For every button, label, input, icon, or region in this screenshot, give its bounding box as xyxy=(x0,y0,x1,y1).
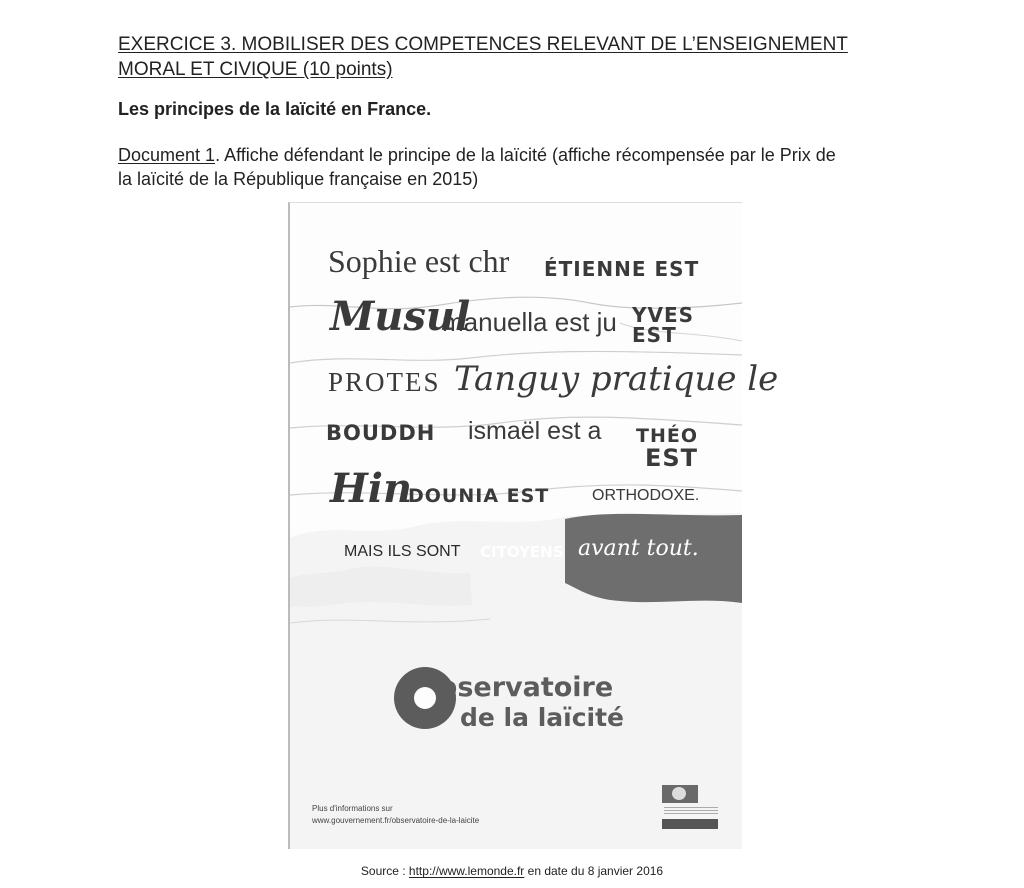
poster-line-mais: MAIS ILS SONT xyxy=(344,543,461,560)
poster-line-musul: Musul xyxy=(330,293,471,340)
poster-yves-word: YVES xyxy=(632,303,695,327)
poster-theo-word: THÉO xyxy=(636,425,698,447)
observatoire-logo-line2: de la laïcité xyxy=(460,703,625,732)
source-link[interactable]: http://www.lemonde.fr xyxy=(408,864,525,878)
poster-more-info xyxy=(312,803,479,827)
poster-line-avant-tout: avant tout. xyxy=(578,536,699,561)
poster-line-bouddh: BOUDDH xyxy=(326,421,436,445)
exercise-title xyxy=(118,32,898,82)
poster-line-dounia: DOUNIA EST xyxy=(408,485,550,507)
poster-line-ismael: ismaël est a xyxy=(468,417,602,445)
more-info-url: www.gouvernement.fr/observatoire-de-la-laicite xyxy=(312,816,480,825)
poster-line-protes: PROTES xyxy=(328,367,441,397)
more-info-line1: Plus d'informations sur xyxy=(312,804,393,813)
source-suffix: en date du 8 janvier 2016 xyxy=(524,864,664,878)
poster-line-etienne: ÉTIENNE EST xyxy=(544,257,700,281)
observatoire-logo-line1: bservatoire xyxy=(438,672,614,703)
document-caption xyxy=(118,143,938,191)
poster-theo-est: EST xyxy=(644,444,698,472)
poster-line-tanguy: Tanguy pratique le xyxy=(454,359,779,399)
government-logo-icon xyxy=(662,785,718,829)
poster-line-sophie: Sophie est chr xyxy=(328,243,510,279)
poster-line-manuella: manuella est ju xyxy=(442,307,617,337)
document-caption-line2: la laïcité de la République française en 2015) xyxy=(118,169,479,189)
exercise-title-line2: MORAL ET CIVIQUE (10 points) xyxy=(118,59,393,80)
source-prefix: Source : xyxy=(360,864,409,878)
exercise-title-line1: EXERCICE 3. MOBILISER DES COMPETENCES RELEVANT DE L’ENSEIGNEMENT xyxy=(118,34,848,55)
poster-line-citoyens: CITOYENS xyxy=(480,543,564,561)
document-caption-text: . Affiche défendant le principe de la laïcité (affiche récompensée par le Prix de xyxy=(215,145,836,165)
section-title: Les principes de la laïcité en France. xyxy=(118,99,432,119)
document-label: Document 1 xyxy=(118,145,216,165)
poster-line-theo xyxy=(636,425,698,472)
poster-line-hin: Hin xyxy=(330,465,413,512)
poster-image xyxy=(288,202,779,849)
poster-line-orthodoxe: ORTHODOXE. xyxy=(592,487,700,504)
poster-yves-est: EST xyxy=(632,323,677,347)
poster-line-yves xyxy=(632,305,694,345)
source-line xyxy=(0,864,1024,878)
